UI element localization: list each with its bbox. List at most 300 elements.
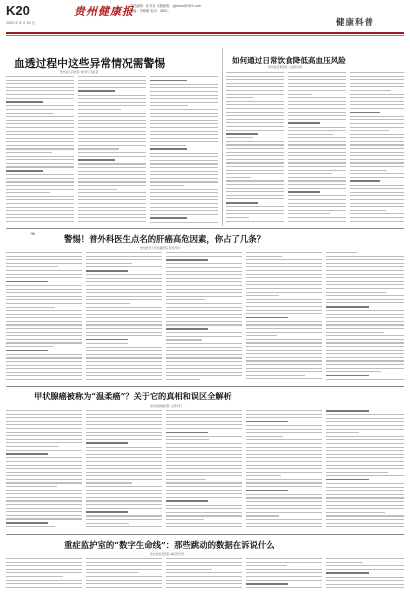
text-line <box>350 159 404 160</box>
article-4-col-5 <box>326 410 404 532</box>
text-line <box>288 86 346 87</box>
text-line <box>326 295 404 296</box>
text-line <box>326 494 404 495</box>
subheading-line <box>326 572 369 574</box>
text-line <box>246 328 322 329</box>
text-line <box>166 372 242 373</box>
text-line <box>326 512 385 513</box>
text-line <box>86 328 162 329</box>
text-line <box>350 152 404 153</box>
text-line <box>166 347 242 348</box>
text-line <box>6 424 82 425</box>
subheading-line <box>246 583 288 585</box>
text-line <box>226 184 284 185</box>
text-line <box>226 122 284 123</box>
text-line <box>326 454 404 455</box>
text-line <box>6 357 82 358</box>
text-line <box>246 558 322 559</box>
text-line <box>288 83 346 84</box>
text-line <box>6 277 82 278</box>
text-line <box>326 270 404 271</box>
text-line <box>166 321 242 322</box>
subheading-line <box>326 410 369 412</box>
text-line <box>6 417 82 418</box>
article-3-col-3 <box>166 252 242 384</box>
subheading-line <box>6 281 48 283</box>
subheading-line <box>6 453 48 455</box>
text-line <box>166 482 242 483</box>
text-line <box>166 457 242 458</box>
text-line <box>6 123 74 124</box>
text-line <box>86 307 162 308</box>
text-line <box>326 342 404 343</box>
text-line <box>6 321 82 322</box>
subheading-line <box>6 170 43 172</box>
text-line <box>226 90 284 91</box>
text-line <box>166 572 242 573</box>
text-line <box>78 192 146 193</box>
subheading-line <box>226 202 258 204</box>
text-line <box>246 414 322 415</box>
text-line <box>166 292 242 293</box>
text-line <box>86 508 162 509</box>
text-line <box>86 417 162 418</box>
text-line <box>350 108 404 109</box>
text-line <box>6 508 82 509</box>
text-line <box>150 87 218 88</box>
text-line <box>6 368 82 369</box>
text-line <box>78 120 146 121</box>
text-line <box>326 508 404 509</box>
text-line <box>246 332 322 333</box>
text-line <box>226 148 284 149</box>
text-line <box>6 324 82 325</box>
text-line <box>226 166 284 167</box>
text-line <box>226 144 284 145</box>
text-line <box>6 365 82 366</box>
subheading-line <box>150 80 187 82</box>
text-line <box>326 263 404 264</box>
article-5-col-4 <box>246 558 322 592</box>
text-line <box>6 252 82 253</box>
text-line <box>6 461 82 462</box>
article-5-col-2 <box>86 558 162 592</box>
text-line <box>6 335 82 336</box>
text-line <box>86 357 162 358</box>
text-line <box>226 76 284 77</box>
text-line <box>166 461 242 462</box>
text-line <box>288 206 346 207</box>
text-line <box>86 465 162 466</box>
text-line <box>6 217 74 218</box>
text-line <box>6 518 82 519</box>
text-line <box>166 285 242 286</box>
text-line <box>326 281 404 282</box>
text-line <box>246 475 281 476</box>
text-line <box>246 580 322 581</box>
text-line <box>6 511 82 512</box>
text-line <box>350 166 404 167</box>
article-1-col-1 <box>6 76 74 224</box>
text-line <box>246 324 322 325</box>
text-line <box>6 497 82 498</box>
text-line <box>6 90 74 91</box>
text-line <box>246 295 279 296</box>
text-line <box>150 196 218 197</box>
article-1-byline: 贵州省人民医院 肾内科 刘某某 <box>60 70 99 74</box>
text-line <box>226 210 284 211</box>
text-line <box>326 501 404 502</box>
text-line <box>350 101 404 102</box>
text-line <box>86 558 162 559</box>
subheading-line <box>166 500 208 502</box>
text-line <box>246 339 322 340</box>
subheading-line <box>166 432 208 434</box>
text-line <box>6 307 55 308</box>
text-line <box>326 360 404 361</box>
text-line <box>326 418 404 419</box>
text-line <box>150 181 218 182</box>
text-line <box>326 259 404 260</box>
text-line <box>288 221 346 222</box>
text-line <box>350 127 404 128</box>
text-line <box>326 274 404 275</box>
text-line <box>6 210 74 211</box>
text-line <box>166 324 242 325</box>
text-line <box>246 429 322 430</box>
text-line <box>226 221 284 222</box>
text-line <box>246 281 322 282</box>
article-2-col-1 <box>226 72 284 224</box>
text-line <box>166 267 242 268</box>
text-line <box>246 335 277 336</box>
text-line <box>226 206 284 207</box>
article-2-col-2 <box>288 72 346 224</box>
left-ornament: ❧ <box>30 230 36 238</box>
text-line <box>6 572 82 573</box>
text-line <box>166 472 242 473</box>
text-line <box>326 523 404 524</box>
text-line <box>150 102 218 103</box>
text-line <box>150 123 218 124</box>
text-line <box>6 587 82 588</box>
text-line <box>246 310 322 311</box>
text-line <box>246 364 322 365</box>
text-line <box>326 461 404 462</box>
text-line <box>6 432 82 433</box>
text-line <box>6 303 82 304</box>
text-line <box>6 199 74 200</box>
text-line <box>86 479 162 480</box>
text-line <box>246 519 322 520</box>
text-line <box>326 436 404 437</box>
text-line <box>326 565 404 566</box>
article-4-col-2 <box>86 410 162 532</box>
text-line <box>350 104 404 105</box>
subheading-line <box>350 112 380 114</box>
text-line <box>86 435 162 436</box>
text-line <box>166 583 242 584</box>
text-line <box>150 167 218 168</box>
text-line <box>350 86 404 87</box>
article-4-col-1 <box>6 410 82 532</box>
issue-date: 2020 年 8 月 20 日 <box>6 21 35 25</box>
text-line <box>6 446 59 447</box>
text-line <box>288 166 346 167</box>
page-number: K20 <box>6 3 30 18</box>
text-line <box>6 259 82 260</box>
text-line <box>326 310 404 311</box>
text-line <box>288 195 346 196</box>
text-line <box>246 587 322 588</box>
text-line <box>226 101 284 102</box>
text-line <box>350 134 404 135</box>
text-line <box>166 343 242 344</box>
text-line <box>78 189 117 190</box>
text-line <box>166 271 242 272</box>
editor-info <box>130 4 290 14</box>
text-line <box>326 505 404 506</box>
article-2-title: 如何通过日常饮食降低高血压风险 <box>232 56 346 65</box>
text-line <box>6 583 82 584</box>
text-line <box>166 447 242 448</box>
text-line <box>150 84 218 85</box>
text-line <box>246 461 322 462</box>
text-line <box>6 314 82 315</box>
section-divider-1 <box>6 228 404 229</box>
text-line <box>326 587 404 588</box>
text-line <box>326 371 381 372</box>
text-line <box>78 178 146 179</box>
text-line <box>350 213 404 214</box>
text-line <box>78 221 146 222</box>
text-line <box>350 94 404 95</box>
text-line <box>86 523 129 524</box>
text-line <box>288 101 346 102</box>
text-line <box>150 98 218 99</box>
text-line <box>246 259 322 260</box>
text-line <box>6 207 74 208</box>
text-line <box>166 454 242 455</box>
text-line <box>86 439 162 440</box>
text-line <box>6 439 82 440</box>
text-line <box>86 368 162 369</box>
text-line <box>150 127 218 128</box>
subheading-line <box>6 522 48 524</box>
text-line <box>6 486 57 487</box>
text-line <box>326 425 404 426</box>
text-line <box>326 277 404 278</box>
text-line <box>226 86 284 87</box>
text-line <box>150 207 218 208</box>
text-line <box>6 342 82 343</box>
text-line <box>6 285 82 286</box>
text-line <box>6 475 82 476</box>
text-line <box>288 134 334 135</box>
text-line <box>6 526 55 527</box>
text-line <box>226 159 284 160</box>
section-title: 健康科普 <box>336 18 375 28</box>
text-line <box>6 178 74 179</box>
text-line <box>326 284 404 285</box>
text-line <box>246 454 322 455</box>
article-5-title: 重症监护室的“数字生命线”：那些跳动的数据在诉说什么 <box>64 540 275 550</box>
text-line <box>226 72 284 73</box>
text-line <box>350 141 404 142</box>
subheading-line <box>226 133 258 135</box>
text-line <box>246 450 322 451</box>
text-line <box>246 508 322 509</box>
text-line <box>226 213 284 214</box>
text-line <box>246 515 279 516</box>
text-line <box>86 343 128 344</box>
text-line <box>150 76 218 77</box>
article-3-byline: 贵州医科大学附属医院 肝胆外科 <box>140 246 181 250</box>
text-line <box>150 185 184 186</box>
text-line <box>350 170 387 171</box>
text-line <box>350 162 404 163</box>
text-line <box>150 116 218 117</box>
text-line <box>78 134 146 135</box>
text-line <box>6 181 74 182</box>
text-line <box>150 178 218 179</box>
text-line <box>350 206 404 207</box>
text-line <box>86 572 138 573</box>
text-line <box>166 281 242 282</box>
text-line <box>326 558 404 559</box>
text-line <box>166 421 242 422</box>
text-line <box>226 198 284 199</box>
text-line <box>6 565 82 566</box>
article-2-col-3 <box>350 72 404 224</box>
text-line <box>78 171 146 172</box>
section-divider-2 <box>6 386 404 387</box>
text-line <box>288 199 346 200</box>
text-line <box>150 189 218 190</box>
text-line <box>350 173 404 174</box>
article-3-col-4 <box>246 252 322 384</box>
text-line <box>86 252 162 253</box>
text-line <box>6 109 74 110</box>
text-line <box>326 339 404 340</box>
text-line <box>6 131 74 132</box>
text-line <box>246 375 305 376</box>
text-line <box>226 141 284 142</box>
text-line <box>246 417 322 418</box>
article-1-col-2 <box>78 76 146 224</box>
text-line <box>246 266 322 267</box>
text-line <box>6 372 82 373</box>
text-line <box>166 490 242 491</box>
text-line <box>86 490 162 491</box>
text-line <box>246 353 322 354</box>
text-line <box>246 432 322 433</box>
text-line <box>326 317 404 318</box>
text-line <box>350 72 404 73</box>
text-line <box>6 105 74 106</box>
text-line <box>326 450 404 451</box>
text-line <box>150 210 218 211</box>
text-line <box>166 562 242 563</box>
subheading-line <box>78 159 115 161</box>
text-line <box>350 199 404 200</box>
text-line <box>150 163 218 164</box>
newspaper-title: 贵州健康报 <box>74 5 134 18</box>
text-line <box>166 558 242 559</box>
text-line <box>78 214 146 215</box>
text-line <box>326 314 404 315</box>
subheading-line <box>86 442 128 444</box>
text-line <box>288 213 330 214</box>
text-line <box>246 346 322 347</box>
text-line <box>78 203 146 204</box>
article-5-col-1 <box>6 558 82 592</box>
text-line <box>150 153 218 154</box>
text-line <box>78 131 146 132</box>
section-divider-3 <box>6 534 404 535</box>
text-line <box>78 210 146 211</box>
text-line <box>6 289 82 290</box>
text-line <box>86 526 162 527</box>
text-line <box>166 263 242 264</box>
text-line <box>86 562 162 563</box>
text-line <box>86 468 162 469</box>
text-line <box>150 192 218 193</box>
text-line <box>166 512 242 513</box>
text-line <box>166 508 242 509</box>
text-line <box>86 454 162 455</box>
text-line <box>326 357 404 358</box>
text-line <box>86 580 162 581</box>
text-line <box>288 203 346 204</box>
text-line <box>6 145 74 146</box>
text-line <box>86 583 162 584</box>
text-line <box>246 512 322 513</box>
text-line <box>226 97 254 98</box>
text-line <box>150 113 218 114</box>
text-line <box>226 195 284 196</box>
text-line <box>166 278 242 279</box>
text-line <box>246 277 322 278</box>
text-line <box>246 306 322 307</box>
text-line <box>150 174 218 175</box>
text-line <box>6 214 74 215</box>
text-line <box>166 310 242 311</box>
text-line <box>78 105 146 106</box>
text-line <box>288 115 346 116</box>
text-line <box>150 131 218 132</box>
text-line <box>288 210 346 211</box>
text-line <box>78 83 146 84</box>
editor-info-line2: 美编：李晓琳 电话：0851- <box>130 9 169 14</box>
text-line <box>6 361 82 362</box>
text-line <box>288 90 346 91</box>
text-line <box>326 368 404 369</box>
text-line <box>326 421 404 422</box>
text-line <box>246 313 322 314</box>
subheading-line <box>166 259 208 261</box>
text-line <box>86 410 162 411</box>
text-line <box>226 191 284 192</box>
text-line <box>86 259 162 260</box>
text-line <box>6 299 82 300</box>
text-line <box>6 266 58 267</box>
text-line <box>326 472 388 473</box>
text-line <box>86 332 162 333</box>
text-line <box>326 266 404 267</box>
text-line <box>6 87 74 88</box>
text-line <box>326 321 404 322</box>
